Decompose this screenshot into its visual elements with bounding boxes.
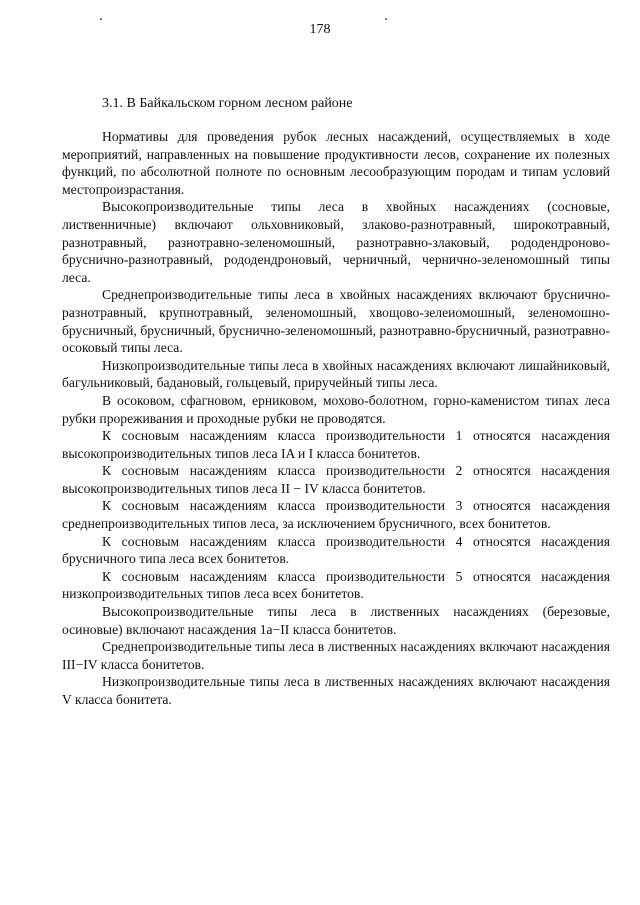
document-body: [62, 128, 610, 709]
paragraph: Среднепроизводительные типы леса в хвойных насаждениях включают бруснично-разнотравный, крупнотравный, зеленомошный, хвощово-зелеиомошный, зеленомошно-брусничный, брусничный, бруснично-зеленомошный, разнотравно-брусничный, разнотравно-осоковый типы леса.: [62, 287, 610, 356]
paragraph: Низкопроизводительные типы леса в хвойных насаждениях включают лишайниковый, багульниковый, бадановый, гольцевый, приручейный типы леса.: [62, 357, 610, 391]
paragraph: В осоковом, сфагновом, ерниковом, мохово-болотном, горно-каменистом типах леса рубки прореживания и проходные рубки не проводятся.: [62, 392, 610, 426]
paragraph: Нормативы для проведения рубок лесных насаждений, осуществляемых в ходе мероприятий, направленных на повышение продуктивности лесов, сохранение их полезных функций, по абсолютной полноте по основным лесообразующим породам и типам условий местопроизрастания.: [62, 129, 610, 197]
paragraph: К сосновым насаждениям класса производительности 5 относятся насаждения низкопроизводительных типов леса всех бонитетов.: [62, 568, 610, 602]
section-heading: 3.1. В Байкальском горном лесном районе: [102, 96, 353, 111]
paragraph: Высокопроизводительные типы леса в хвойных насаждениях (сосновые, лиственничные) включают ольховниковый, злаково-разнотравный, широкотравный, разнотравный, разнотравно-зеленомошный, разнотравно-злаковый, рододендроново-брусничнo-разнотравный, рододендроновый, черничный, чернично-зеленомошный типы леса.: [62, 199, 610, 285]
paragraph: Высокопроизводительные типы леса в лиственных насаждениях (березовые, осиновые) включают насаждения 1а−II класса бонитетов.: [62, 604, 610, 637]
paragraph: К сосновым насаждениям класса производительности 4 относятся насаждения брусничного типа леса всех бонитетов.: [62, 533, 610, 567]
paragraph: Среднепроизводительные типы леса в лиственных насаждениях включают насаждения III−IV класса бонитетов.: [62, 639, 610, 672]
paragraph: Низкопроизводительные типы леса в лиственных насаждениях включают насаждения V класса бонитета.: [62, 674, 610, 707]
paragraph: К сосновым насаждениям класса производительности 1 относятся насаждения высокопроизводительных типов леса IA и I класса бонитетов.: [62, 428, 610, 461]
scan-speck: [385, 18, 387, 20]
page-number: 178: [309, 22, 331, 37]
paragraph: К сосновым насаждениям класса производительности 2 относятся насаждения высокопроизводительных типов леса II − IV класса бонитетов.: [62, 463, 610, 496]
paragraph: К сосновым насаждениям класса производительности 3 относятся насаждения среднепроизводительных типов леса, за исключением брусничного, всех бонитетов.: [62, 498, 610, 532]
scan-speck: [100, 18, 102, 20]
